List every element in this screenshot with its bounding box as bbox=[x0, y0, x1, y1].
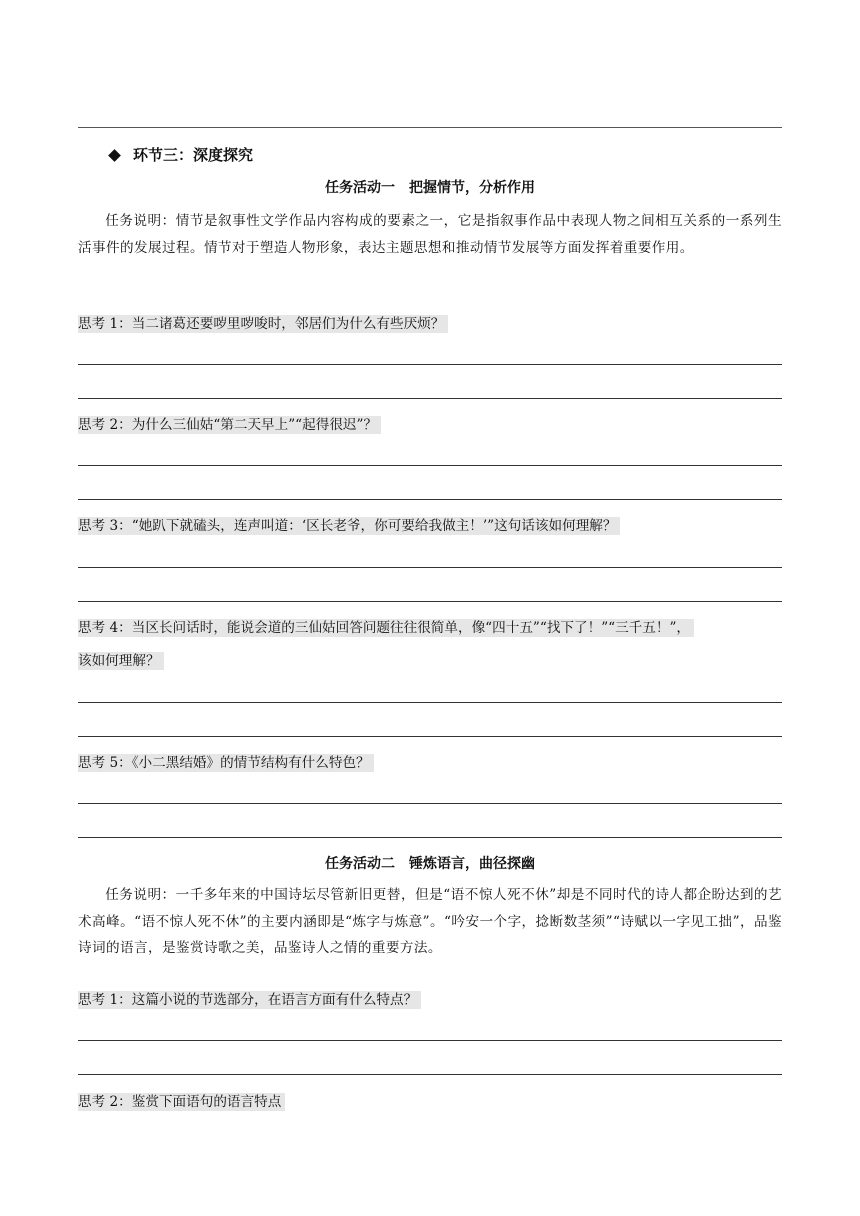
activity1-question-4: 思考 4：当区长问话时，能说会道的三仙姑回答问题往往很简单，像“四十五”“找下了！”“三千五！”， 该如何理解？ bbox=[78, 618, 782, 671]
activity1-question-3: 思考 3：“她趴下就磕头，连声叫道：‘区长老爷，你可要给我做主！’”这句话该如何理解？ bbox=[78, 516, 620, 536]
answer-line[interactable] bbox=[78, 398, 782, 399]
answer-line[interactable] bbox=[78, 837, 782, 838]
answer-line[interactable] bbox=[78, 702, 782, 703]
answer-line[interactable] bbox=[78, 736, 782, 737]
answer-line[interactable] bbox=[78, 1040, 782, 1041]
activity1-description: 任务说明：情节是叙事性文学作品内容构成的要素之一，它是指叙事作品中表现人物之间相互关系的一系列生活事件的发展过程。情节对于塑造人物形象，表达主题思想和推动情节发展等方面发挥着重要作用。 bbox=[78, 213, 782, 256]
activity1-question-5: 思考 5：《小二黑结婚》的情节结构有什么特色？ bbox=[78, 753, 374, 773]
answer-line[interactable] bbox=[78, 465, 782, 466]
activity2-description: 任务说明：一千多年来的中国诗坛尽管新旧更替，但是“语不惊人死不休”却是不同时代的诗人都企盼达到的艺术高峰。“语不惊人死不休”的主要内涵即是“炼字与炼意”。“吟安一个字，捻断数茎须”“诗赋以一字见工拙”，品鉴诗词的语言，是鉴赏诗歌之美，品鉴诗人之情的重要方法。 bbox=[78, 887, 782, 956]
header-rule bbox=[78, 127, 782, 128]
answer-line[interactable] bbox=[78, 364, 782, 365]
section-heading bbox=[110, 144, 253, 166]
activity2-title: 任务活动二 锤炼语言，曲径探幽 bbox=[325, 856, 535, 872]
activity1-question-4-cont: 该如何理解？ bbox=[78, 652, 164, 670]
answer-line[interactable] bbox=[78, 567, 782, 568]
section-title: 环节三：深度探究 bbox=[133, 146, 254, 164]
activity2-question-1: 思考 1：这篇小说的节选部分，在语言方面有什么特点？ bbox=[78, 990, 421, 1010]
answer-line[interactable] bbox=[78, 803, 782, 804]
activity1-question-1: 思考 1：当二诸葛还要哕里哕唆时，邻居们为什么有些厌烦？ bbox=[78, 314, 448, 334]
answer-line[interactable] bbox=[78, 601, 782, 602]
activity1-question-2: 思考 2：为什么三仙姑“第二天早上”“起得很迟”？ bbox=[78, 415, 381, 435]
answer-line[interactable] bbox=[78, 1074, 782, 1075]
activity2-question-2: 思考 2：鉴赏下面语句的语言特点 bbox=[78, 1092, 285, 1112]
answer-line[interactable] bbox=[78, 499, 782, 500]
activity1-title: 任务活动一 把握情节，分析作用 bbox=[325, 180, 535, 196]
diamond-icon bbox=[108, 149, 121, 162]
